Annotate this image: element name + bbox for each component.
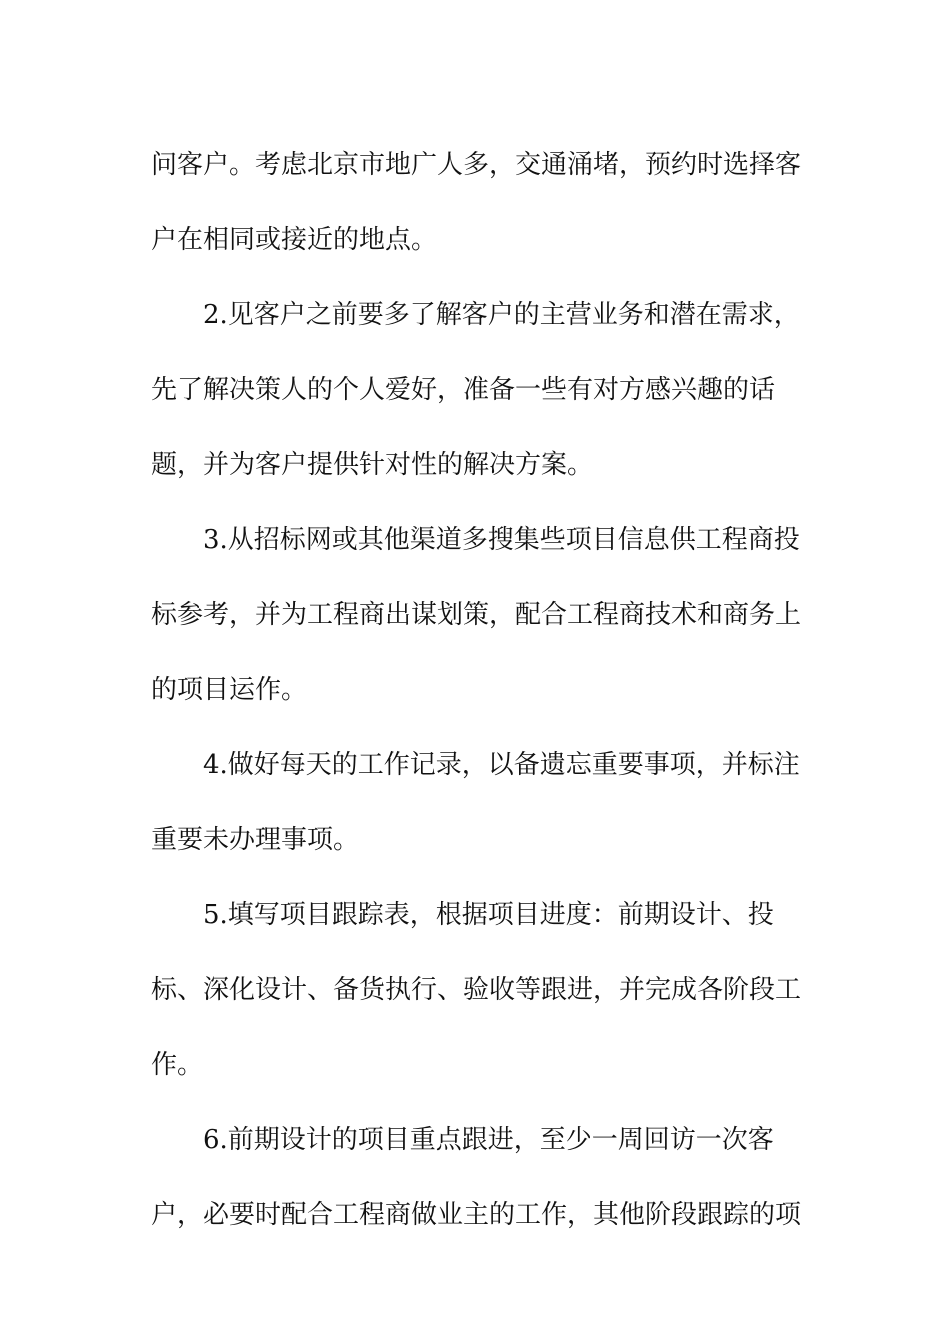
paragraph-continuation bbox=[151, 128, 802, 278]
text-line: 标、深化设计、备货执行、验收等跟进，并完成各阶段工 bbox=[151, 975, 802, 1005]
text-line: 先了解决策人的个人爱好，准备一些有对方感兴趣的话 bbox=[151, 375, 776, 405]
text-line: 的项目运作。 bbox=[151, 675, 308, 705]
text-line: 问客户。考虑北京市地广人多，交通涌堵，预约时选择客 bbox=[151, 150, 802, 180]
paragraph-item-2 bbox=[151, 278, 800, 503]
paragraph-item-4 bbox=[151, 728, 800, 878]
paragraph-item-3 bbox=[151, 503, 802, 728]
text-line: 重要未办理事项。 bbox=[151, 825, 360, 855]
text-line: 5.填写项目跟踪表，根据项目进度：前期设计、投 bbox=[203, 900, 774, 930]
text-line: 3.从招标网或其他渠道多搜集些项目信息供工程商投 bbox=[203, 525, 800, 555]
text-line: 作。 bbox=[151, 1050, 204, 1080]
text-line: 户，必要时配合工程商做业主的工作，其他阶段跟踪的项 bbox=[151, 1200, 802, 1230]
body-text bbox=[151, 128, 802, 1253]
text-line: 题，并为客户提供针对性的解决方案。 bbox=[151, 450, 594, 480]
paragraph-item-6 bbox=[151, 1103, 802, 1253]
text-line: 标参考，并为工程商出谋划策，配合工程商技术和商务上 bbox=[151, 600, 802, 630]
text-line: 6.前期设计的项目重点跟进，至少一周回访一次客 bbox=[203, 1125, 774, 1155]
text-line: 4.做好每天的工作记录，以备遗忘重要事项，并标注 bbox=[203, 750, 800, 780]
text-line: 户在相同或接近的地点。 bbox=[151, 225, 438, 255]
paragraph-item-5 bbox=[151, 878, 802, 1103]
text-line: 2.见客户之前要多了解客户的主营业务和潜在需求， bbox=[203, 300, 800, 330]
